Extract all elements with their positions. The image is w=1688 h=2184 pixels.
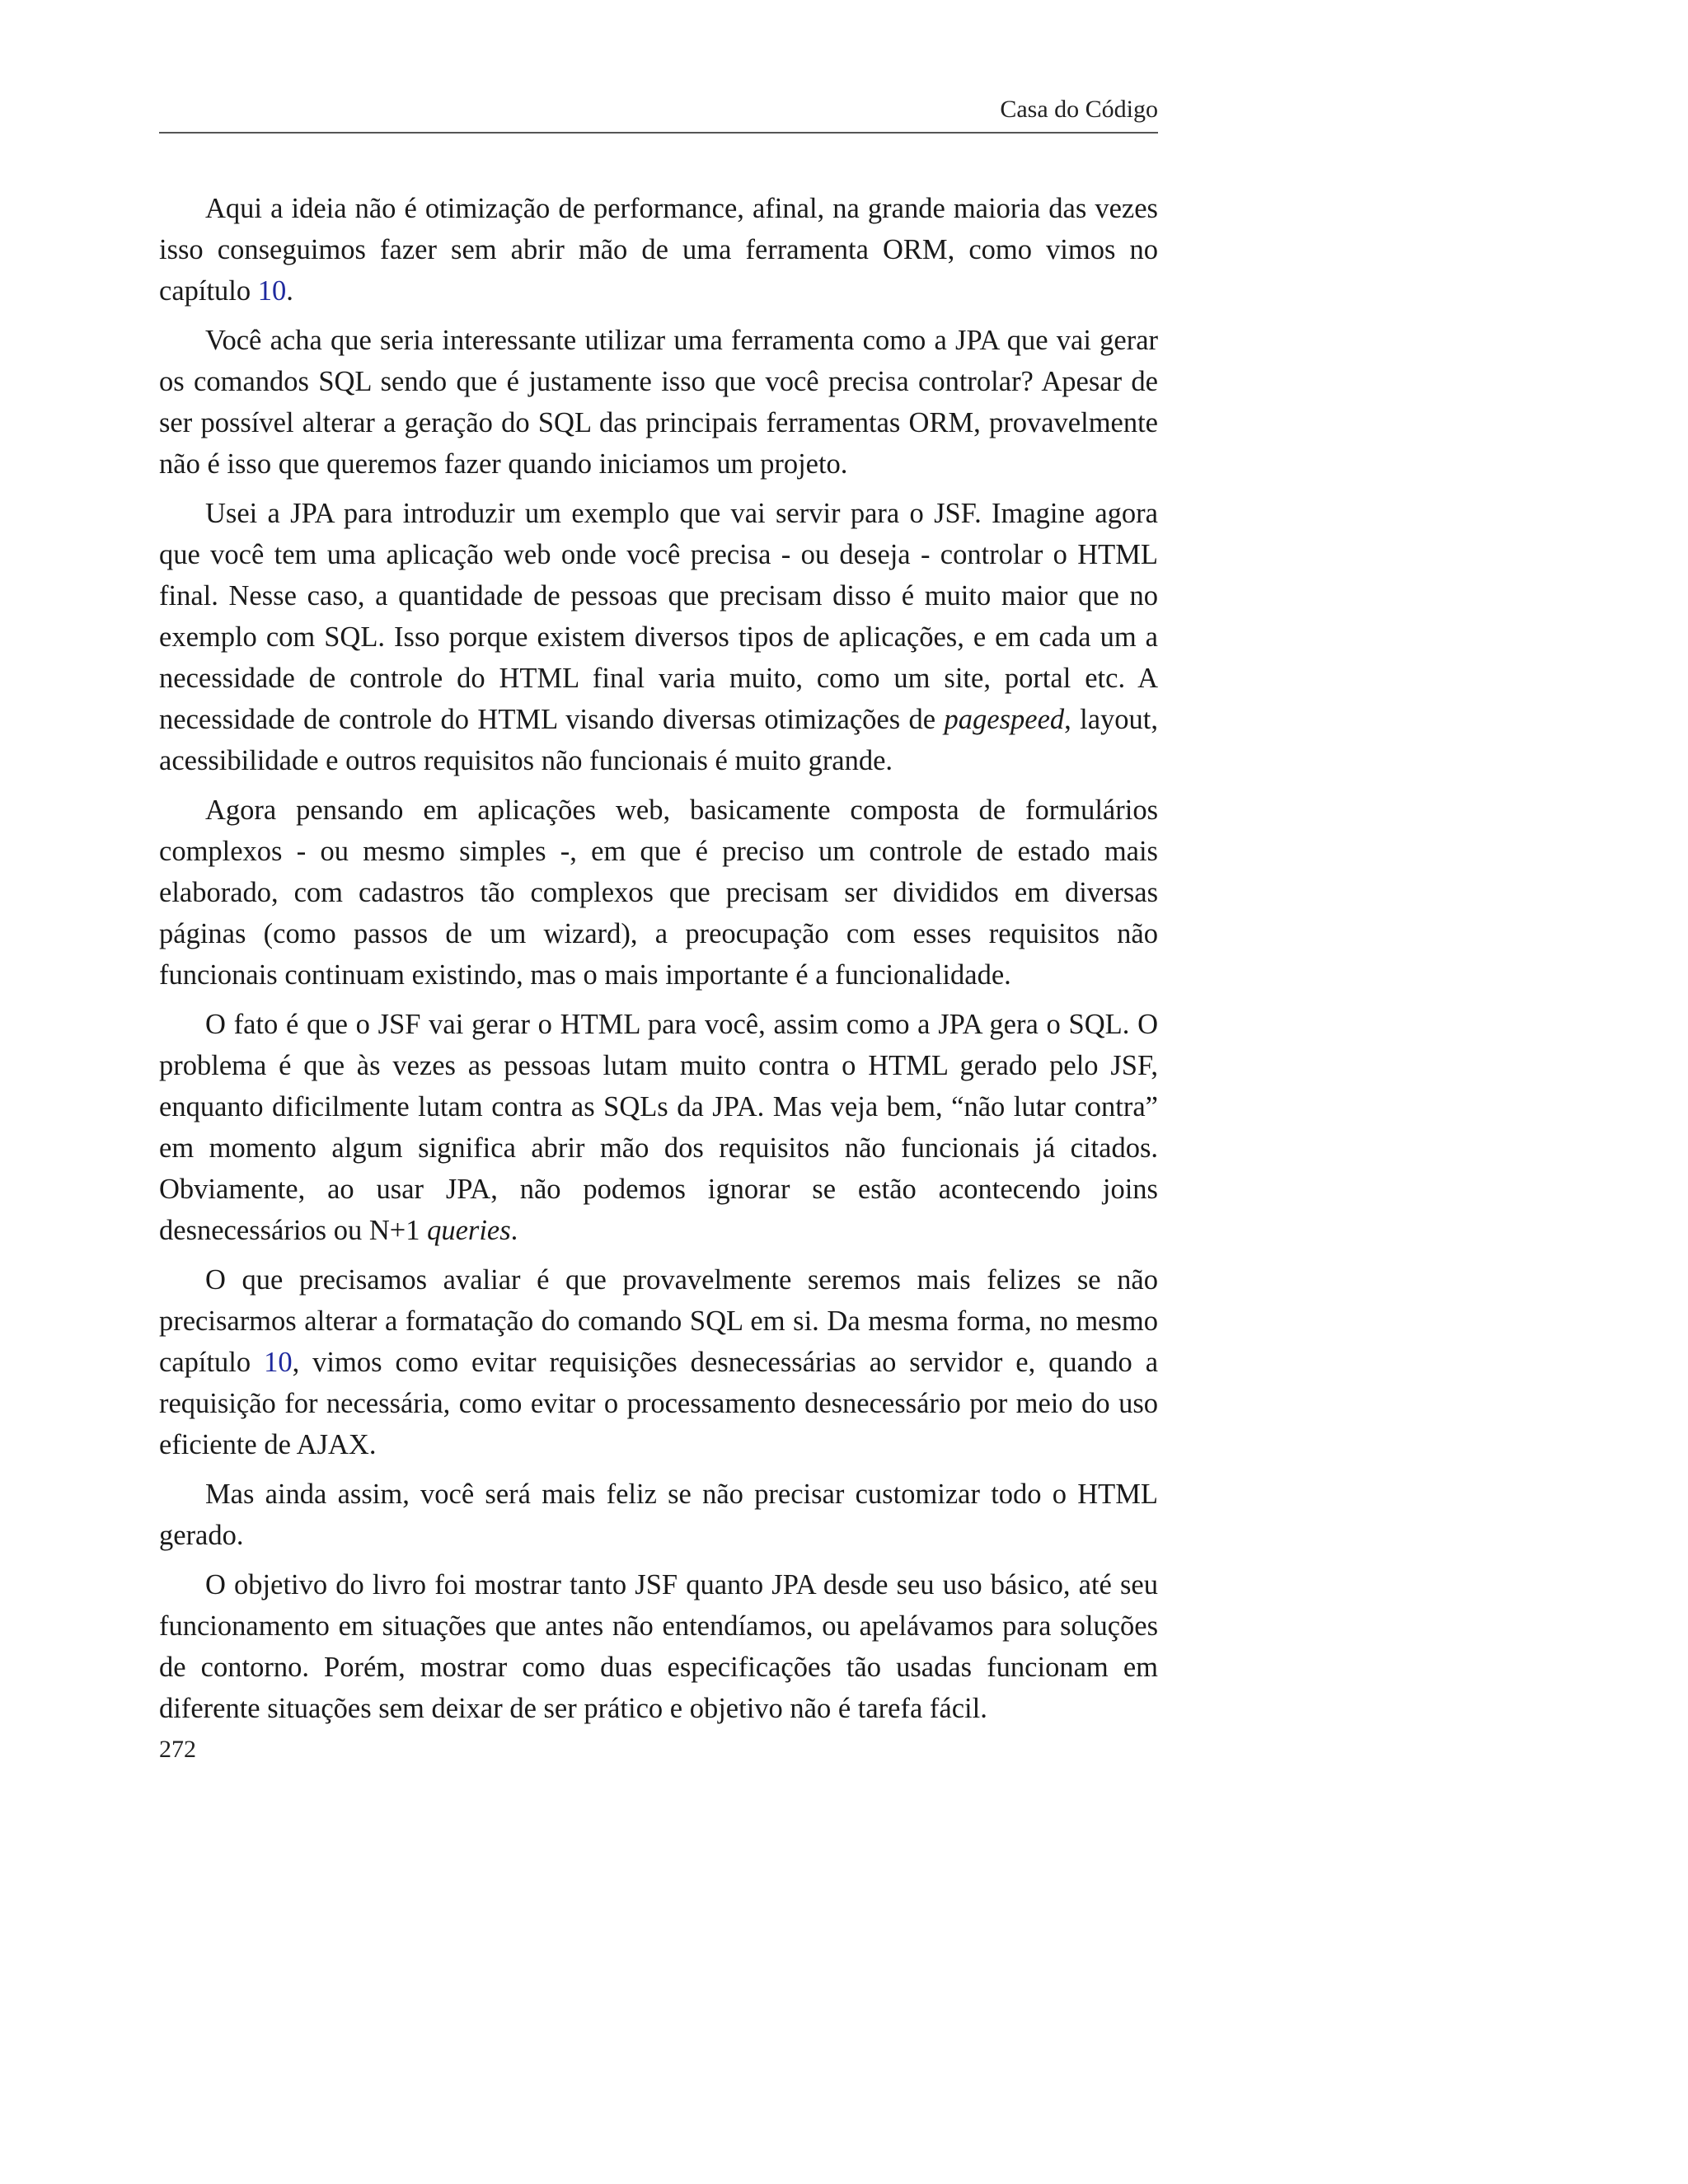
paragraph-3 xyxy=(159,493,1158,781)
paragraph-text: , vimos como evitar requisições desnecessárias ao servidor e, quando a requisição for necessária, como evitar o processamento desnecessário por meio do uso eficiente de AJAX. xyxy=(159,1347,1159,1460)
chapter-reference-link[interactable]: 10 xyxy=(257,275,287,307)
chapter-reference-link[interactable]: 10 xyxy=(264,1347,293,1378)
paragraph-text: , layout, acessibilidade e outros requisitos não funcionais é muito grande. xyxy=(159,704,1159,776)
paragraph-6 xyxy=(159,1259,1158,1465)
header-rule xyxy=(159,132,1158,134)
paragraph-text: O que precisamos avaliar é que provavelmente seremos mais felizes se não precisarmos alterar a formatação do comando SQL em si. Da mesma forma, no mesmo capítulo xyxy=(159,1264,1158,1378)
paragraph-5 xyxy=(159,1004,1158,1251)
paragraph-4: Agora pensando em aplicações web, basicamente composta de formulários complexos - ou mesmo simples -, em que é preciso um controle de estado mais elaborado, com cadastros tão complexos que precisam ser divididos em diversas páginas (como passos de um wizard), a preocupação com esses requisitos não funcionais continuam existindo, mas o mais importante é a funcionalidade. xyxy=(159,794,1158,991)
paragraph-text: . xyxy=(286,275,293,307)
emphasis-term: queries xyxy=(427,1215,511,1246)
paragraph-text: Usei a JPA para introduzir um exemplo que vai servir para o JSF. Imagine agora que você tem uma aplicação web onde você precisa - ou deseja - controlar o HTML final. Nesse caso, a quantidade de pessoas que precisam disso é muito maior que no exemplo com SQL. Isso porque existem diversos tipos de aplicações, e em cada um a necessidade de controle do HTML final varia muito, como um site, portal etc. A necessidade de controle do HTML visando diversas otimizações de xyxy=(159,498,1158,735)
paragraph-text: Aqui a ideia não é otimização de performance, afinal, na grande maioria das vezes isso conseguimos fazer sem abrir mão de uma ferramenta ORM, como vimos no capítulo xyxy=(159,193,1158,307)
paragraph-2: Você acha que seria interessante utilizar uma ferramenta como a JPA que vai gerar os comandos SQL sendo que é justamente isso que você precisa controlar? Apesar de ser possível alterar a geração do SQL das principais ferramentas ORM, provavelmente não é isso que queremos fazer quando iniciamos um projeto. xyxy=(159,325,1158,480)
book-page xyxy=(159,0,1158,2184)
paragraph-1 xyxy=(159,188,1158,312)
page-number: 272 xyxy=(159,1736,196,1763)
body-text xyxy=(159,188,1158,1737)
emphasis-term: pagespeed xyxy=(944,704,1065,735)
paragraph-7: Mas ainda assim, você será mais feliz se não precisar customizar todo o HTML gerado. xyxy=(159,1479,1158,1551)
paragraph-8: O objetivo do livro foi mostrar tanto JSF quanto JPA desde seu uso básico, até seu funcionamento em situações que antes não entendíamos, ou apelávamos para soluções de contorno. Porém, mostrar como duas especificações tão usadas funcionam em diferente situações sem deixar de ser prático e objetivo não é tarefa fácil. xyxy=(159,1569,1158,1724)
paragraph-text: . xyxy=(510,1215,518,1246)
paragraph-text: O fato é que o JSF vai gerar o HTML para você, assim como a JPA gera o SQL. O problema é que às vezes as pessoas lutam muito contra o HTML gerado pelo JSF, enquanto dificilmente lutam contra as SQLs da JPA. Mas veja bem, “não lutar contra” em momento algum significa abrir mão dos requisitos não funcionais já citados. Obviamente, ao usar JPA, não podemos ignorar se estão acontecendo joins desnecessários ou N+1 xyxy=(159,1009,1158,1246)
running-head: Casa do Código xyxy=(1000,96,1158,123)
